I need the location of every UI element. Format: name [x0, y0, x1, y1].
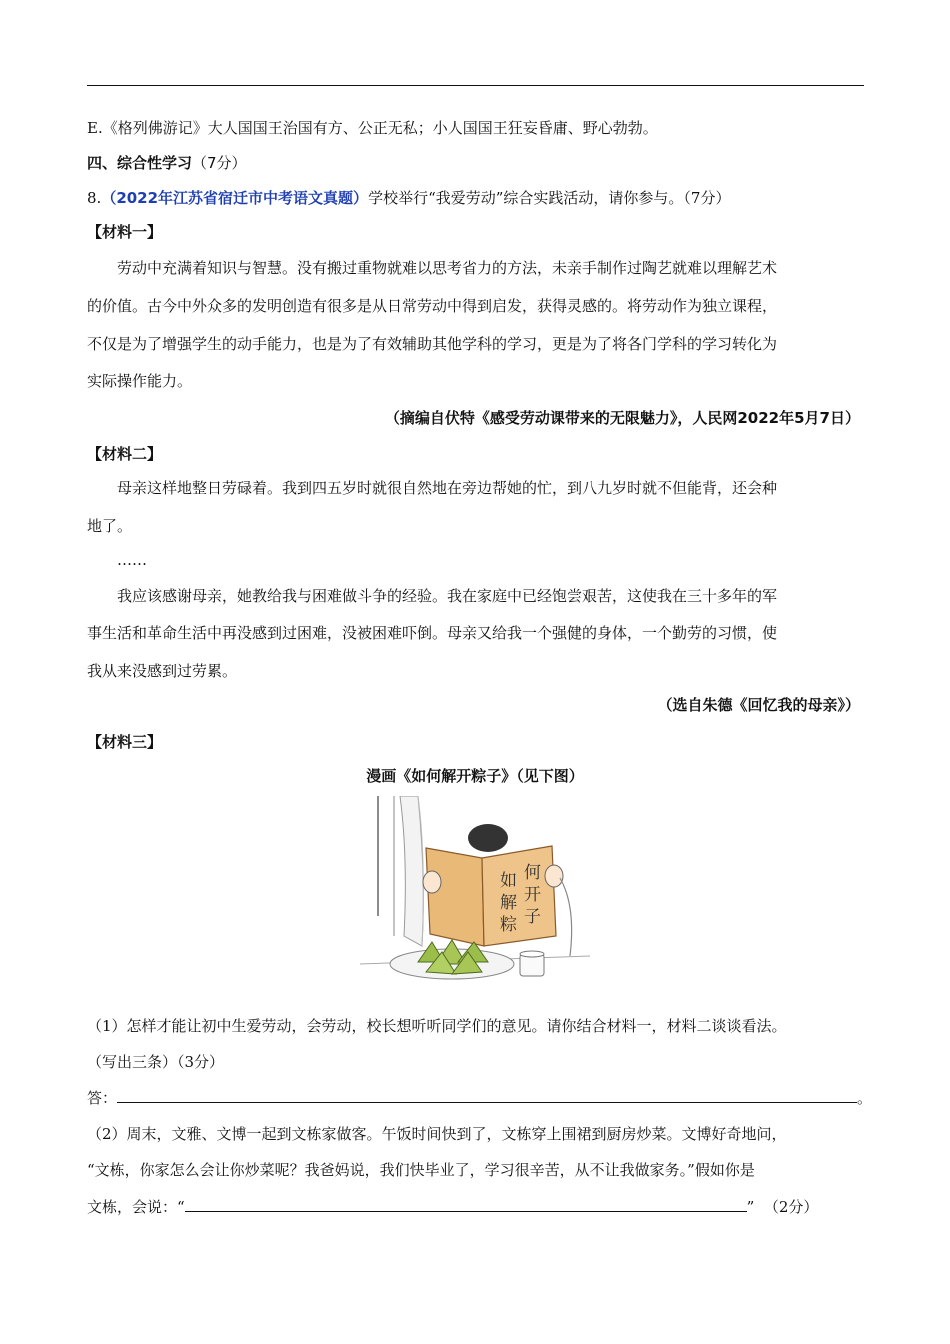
- material-2-line: 我应该感谢母亲，她教给我与困难做斗争的经验。我在家庭中已经饱尝艰苦，这使我在三十多年的军: [117, 587, 778, 605]
- answer-2-blank[interactable]: [185, 1197, 747, 1212]
- comic-book-left-page: [426, 848, 484, 946]
- section-4-score: （7分）: [192, 154, 247, 172]
- comic-book-char-3: 解: [500, 893, 517, 913]
- question-stem: 学校举行“我爱劳动”综合实践活动，请你参与。（7分）: [368, 189, 731, 207]
- sub-question-1-score: （写出三条）（3分）: [87, 1053, 225, 1071]
- material-2-citation: （选自朱德《回忆我的母亲》）: [657, 696, 860, 714]
- comic-book-char-5: 粽: [500, 915, 517, 935]
- comic-book-char-1: 如: [500, 871, 517, 891]
- material-2-line: 地了。: [87, 517, 133, 535]
- answer-2-row: [87, 1197, 818, 1217]
- sub-question-1: （1）怎样才能让初中生爱劳动，会劳动，校长想听听同学们的意见。请你结合材料一，材料二谈谈看法。: [87, 1017, 787, 1035]
- material-1-title: 【材料一】: [87, 223, 163, 241]
- comic-book-char-2: 何: [524, 863, 541, 883]
- material-1-line: 实际操作能力。: [87, 372, 193, 390]
- material-2-line: 我从来没感到过劳累。: [87, 662, 238, 680]
- material-2-line: 母亲这样地整日劳碌着。我到四五岁时就很自然地在旁边帮她的忙，到八九岁时就不但能背，还会种: [117, 479, 778, 497]
- question-8: [87, 188, 730, 208]
- sub-question-2-line: “文栋，你家怎么会让你炒菜呢？我爸妈说，我们快毕业了，学习很辛苦，从不让我做家务。”假如你是: [87, 1161, 755, 1179]
- material-2-line: 事生活和革命生活中再没感到过困难，没被困难吓倒。母亲又给我一个强健的身体，一个勤劳的习惯，使: [87, 624, 778, 642]
- answer-end-mark: 。: [857, 1089, 873, 1107]
- comic-caption: 漫画《如何解开粽子》（见下图）: [366, 767, 584, 785]
- material-1-line: 不仅是为了增强学生的动手能力，也是为了有效辅助其他学科的学习，更是为了将各门学科的学习转化为: [87, 335, 778, 353]
- header-rule: [87, 85, 864, 86]
- comic-right-hand: [545, 865, 563, 887]
- answer-1-blank[interactable]: [117, 1088, 857, 1103]
- section-4-heading: [87, 153, 247, 173]
- answer-1-row: [87, 1088, 872, 1108]
- material-1-citation: （摘编自伏特《感受劳动课带来的无限魅力》，人民网2022年5月7日）: [384, 409, 860, 427]
- comic-book-right-page: [482, 846, 556, 946]
- section-4-title: 四、综合性学习: [87, 154, 193, 172]
- answer-2-suffix: ”: [746, 1198, 755, 1216]
- material-2-title: 【材料二】: [87, 445, 163, 463]
- material-2-ellipsis: ……: [117, 551, 147, 569]
- comic-left-hand: [423, 871, 441, 893]
- question-source-link[interactable]: （2022年江苏省宿迁市中考语文真题）: [101, 189, 369, 207]
- material-1-line: 劳动中充满着知识与智慧。没有搬过重物就难以思考省力的方法，未亲手制作过陶艺就难以理解艺术: [117, 259, 778, 277]
- sub-question-2: （2）周末，文雅、文博一起到文栋家做客。午饭时间快到了，文栋穿上围裙到厨房炒菜。文博好奇地问，: [87, 1125, 787, 1143]
- comic-person-hair: [468, 824, 508, 852]
- comic-book-char-6: 子: [524, 907, 541, 927]
- answer-label: 答：: [87, 1089, 118, 1107]
- material-3-title: 【材料三】: [87, 733, 163, 751]
- comic-cup-rim: [520, 951, 544, 957]
- answer-2-prefix: 文栋，会说：“: [87, 1198, 185, 1216]
- question-number: 8.: [87, 189, 102, 207]
- option-e: E.《格列佛游记》大人国国王治国有方、公正无私；小人国国王狂妄昏庸、野心勃勃。: [87, 119, 658, 137]
- sub-question-2-score: （2分）: [763, 1198, 819, 1216]
- comic-illustration: [360, 796, 590, 984]
- material-1-line: 的价值。古今中外众多的发明创造有很多是从日常劳动中得到启发，获得灵感的。将劳动作为独立课程，: [87, 297, 778, 315]
- comic-book-char-4: 开: [524, 885, 541, 905]
